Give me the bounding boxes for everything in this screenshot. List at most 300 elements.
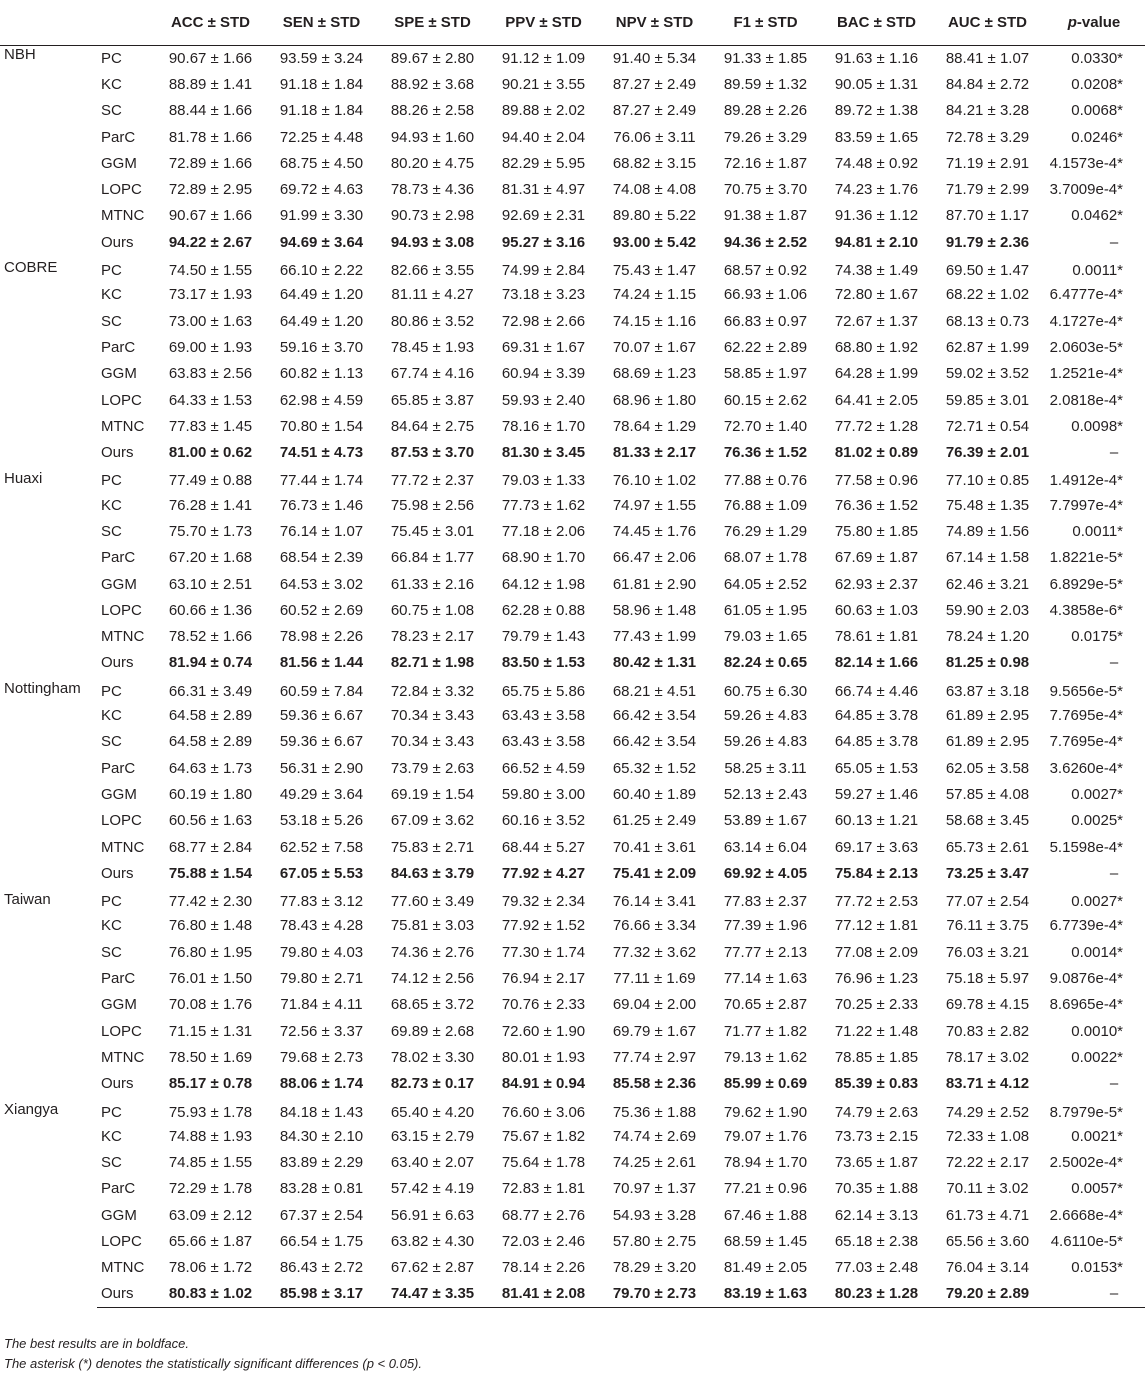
ppv-cell: 76.94 ± 2.17 (501, 970, 586, 988)
bac-cell: 91.36 ± 1.12 (834, 207, 919, 225)
ppv-cell: 77.30 ± 1.74 (501, 943, 586, 961)
p-value-cell: 8.7979e-5* (1049, 1103, 1123, 1121)
sen-cell: 91.18 ± 1.84 (279, 75, 364, 93)
npv-cell: 61.81 ± 2.90 (612, 575, 697, 593)
bac-cell: 67.69 ± 1.87 (834, 549, 919, 567)
f1-cell: 58.85 ± 1.97 (723, 365, 808, 383)
table-row (0, 387, 1145, 413)
npv-cell: 81.33 ± 2.17 (612, 444, 697, 462)
spe-cell: 56.91 ± 6.63 (390, 1206, 475, 1224)
table-row (0, 98, 1145, 124)
p-value-cell: 6.4777e-4* (1049, 286, 1123, 304)
acc-cell: 75.88 ± 1.54 (168, 864, 253, 882)
auc-cell: 61.73 ± 4.71 (945, 1206, 1030, 1224)
ppv-cell: 83.50 ± 1.53 (501, 654, 586, 672)
table-row (0, 361, 1145, 387)
f1-cell: 77.39 ± 1.96 (723, 917, 808, 935)
ppv-cell: 90.21 ± 3.55 (501, 75, 586, 93)
method-cell: LOPC (101, 1233, 142, 1250)
auc-cell: 68.13 ± 0.73 (945, 312, 1030, 330)
npv-cell: 91.40 ± 5.34 (612, 49, 697, 67)
method-cell: Ours (101, 864, 134, 882)
header-dataset (0, 0, 97, 45)
spe-cell: 57.42 ± 4.19 (390, 1180, 475, 1198)
bac-cell: 72.80 ± 1.67 (834, 286, 919, 304)
bac-cell: 75.84 ± 2.13 (834, 864, 919, 882)
acc-cell: 76.80 ± 1.48 (168, 917, 253, 935)
table-row (0, 308, 1145, 334)
table-row (0, 624, 1145, 650)
ppv-cell: 62.28 ± 0.88 (501, 601, 586, 619)
npv-cell: 76.10 ± 1.02 (612, 472, 697, 490)
f1-cell: 79.03 ± 1.65 (723, 628, 808, 646)
spe-cell: 63.15 ± 2.79 (390, 1127, 475, 1145)
auc-cell: 78.17 ± 3.02 (945, 1048, 1030, 1066)
auc-cell: 61.89 ± 2.95 (945, 733, 1030, 751)
method-cell: Ours (101, 444, 134, 462)
f1-cell: 78.94 ± 1.70 (723, 1154, 808, 1172)
auc-cell: 70.83 ± 2.82 (945, 1022, 1030, 1040)
f1-cell: 66.93 ± 1.06 (723, 286, 808, 304)
header-spe: SPE ± STD (377, 0, 488, 45)
spe-cell: 84.63 ± 3.79 (390, 864, 475, 882)
p-value-cell: 0.0027* (1071, 785, 1123, 803)
sen-cell: 91.18 ± 1.84 (279, 102, 364, 120)
acc-cell: 77.42 ± 2.30 (168, 893, 253, 911)
f1-cell: 61.05 ± 1.95 (723, 601, 808, 619)
f1-cell: 63.14 ± 6.04 (723, 838, 808, 856)
spe-cell: 82.71 ± 1.98 (390, 654, 475, 672)
npv-cell: 74.15 ± 1.16 (612, 312, 697, 330)
npv-cell: 85.58 ± 2.36 (612, 1075, 697, 1093)
p-value-cell: 4.6110e-5* (1050, 1233, 1123, 1250)
spe-cell: 69.89 ± 2.68 (390, 1022, 475, 1040)
method-cell: GGM (101, 154, 137, 172)
p-value-cell: – (1109, 444, 1119, 462)
p-value-cell: 7.7997e-4* (1049, 496, 1123, 514)
spe-cell: 74.36 ± 2.76 (390, 943, 475, 961)
ppv-cell: 79.03 ± 1.33 (501, 472, 586, 490)
sen-cell: 66.54 ± 1.75 (279, 1233, 364, 1250)
f1-cell: 77.83 ± 2.37 (723, 893, 808, 911)
npv-cell: 75.41 ± 2.09 (612, 864, 697, 882)
bac-cell: 74.38 ± 1.49 (834, 262, 919, 280)
npv-cell: 57.80 ± 2.75 (612, 1233, 697, 1250)
p-value-cell: 1.4912e-4* (1049, 472, 1123, 490)
method-cell: MTNC (101, 417, 145, 435)
p-value-cell: – (1109, 233, 1119, 251)
table-row (0, 729, 1145, 755)
table-row (0, 45, 1145, 71)
ppv-cell: 79.32 ± 2.34 (501, 893, 586, 911)
p-value-cell: 0.0011* (1072, 262, 1123, 280)
auc-cell: 61.89 ± 2.95 (945, 707, 1030, 725)
sen-cell: 85.98 ± 3.17 (266, 1281, 377, 1307)
header-method (97, 0, 155, 45)
spe-cell: 65.40 ± 4.20 (390, 1103, 475, 1121)
p-value-cell: 2.0603e-5* (1049, 338, 1123, 356)
auc-cell: 59.02 ± 3.52 (945, 365, 1030, 383)
p-value-cell: 9.0876e-4* (1049, 970, 1123, 988)
f1-cell: 69.92 ± 4.05 (723, 864, 808, 882)
acc-cell: 60.19 ± 1.80 (168, 785, 253, 803)
spe-cell: 68.65 ± 3.72 (390, 996, 475, 1014)
bac-cell: 60.63 ± 1.03 (834, 601, 919, 619)
ppv-cell: 89.88 ± 2.02 (501, 102, 586, 120)
sen-cell: 79.80 ± 2.71 (279, 970, 364, 988)
spe-cell: 74.47 ± 3.35 (377, 1281, 488, 1307)
method-cell: LOPC (101, 812, 142, 830)
sen-cell: 76.73 ± 1.46 (279, 496, 364, 514)
acc-cell: 88.89 ± 1.41 (168, 75, 253, 93)
table-row (0, 518, 1145, 544)
sen-cell: 86.43 ± 2.72 (279, 1259, 364, 1277)
bac-cell: 70.35 ± 1.88 (834, 1180, 919, 1198)
method-cell: ParC (101, 128, 136, 146)
spe-cell: 84.64 ± 2.75 (390, 417, 475, 435)
npv-cell: 66.42 ± 3.54 (612, 707, 697, 725)
acc-cell: 81.00 ± 0.62 (168, 444, 253, 462)
f1-cell: 81.49 ± 2.05 (723, 1259, 808, 1277)
auc-cell: 62.46 ± 3.21 (945, 575, 1030, 593)
p-value-cell: 4.3858e-6* (1049, 601, 1123, 619)
method-cell: MTNC (101, 1259, 145, 1277)
bac-cell: 80.23 ± 1.28 (821, 1281, 932, 1307)
auc-cell: 63.87 ± 3.18 (945, 682, 1030, 700)
table-row (0, 702, 1145, 728)
ppv-cell: 81.30 ± 3.45 (501, 444, 586, 462)
method-cell: SC (101, 102, 122, 120)
bac-cell: 73.65 ± 1.87 (834, 1154, 919, 1172)
bac-cell: 90.05 ± 1.31 (834, 75, 919, 93)
npv-cell: 68.82 ± 3.15 (612, 154, 697, 172)
ppv-cell: 59.93 ± 2.40 (501, 391, 586, 409)
table-row (0, 71, 1145, 97)
bac-cell: 64.41 ± 2.05 (834, 391, 919, 409)
p-value-cell: 0.0098* (1071, 417, 1123, 435)
spe-cell: 70.34 ± 3.43 (390, 707, 475, 725)
sen-cell: 68.75 ± 4.50 (279, 154, 364, 172)
p-value-cell: 0.0330* (1071, 49, 1123, 67)
p-value-cell: – (1043, 1281, 1145, 1307)
ppv-cell: 78.14 ± 2.26 (501, 1259, 586, 1277)
sen-cell: 56.31 ± 2.90 (279, 759, 364, 777)
table-row (0, 1228, 1145, 1254)
f1-cell: 72.70 ± 1.40 (723, 417, 808, 435)
bac-cell: 78.85 ± 1.85 (834, 1048, 919, 1066)
acc-cell: 77.83 ± 1.45 (168, 417, 253, 435)
bac-cell: 77.72 ± 2.53 (834, 893, 919, 911)
bac-cell: 62.93 ± 2.37 (834, 575, 919, 593)
spe-cell: 61.33 ± 2.16 (390, 575, 475, 593)
auc-cell: 58.68 ± 3.45 (945, 812, 1030, 830)
p-value-cell: 3.6260e-4* (1049, 759, 1123, 777)
spe-cell: 74.12 ± 2.56 (390, 970, 475, 988)
acc-cell: 72.89 ± 2.95 (168, 181, 253, 199)
table-row (0, 1018, 1145, 1044)
f1-cell: 67.46 ± 1.88 (723, 1206, 808, 1224)
auc-cell: 62.05 ± 3.58 (945, 759, 1030, 777)
p-value-cell: 0.0068* (1071, 102, 1123, 120)
auc-cell: 81.25 ± 0.98 (945, 654, 1030, 672)
spe-cell: 94.93 ± 3.08 (390, 233, 475, 251)
p-value-cell: 1.8221e-5* (1049, 549, 1123, 567)
footnote-boldface: The best results are in boldface. (4, 1336, 189, 1351)
auc-cell: 88.41 ± 1.07 (945, 49, 1030, 67)
bac-cell: 74.23 ± 1.76 (834, 181, 919, 199)
auc-cell: 75.48 ± 1.35 (945, 496, 1030, 514)
method-cell: PC (101, 262, 122, 280)
table-row (0, 676, 1145, 702)
f1-cell: 59.26 ± 4.83 (723, 733, 808, 751)
bac-cell: 76.96 ± 1.23 (834, 970, 919, 988)
p-value-cell: 0.0246* (1071, 128, 1123, 146)
f1-cell: 71.77 ± 1.82 (723, 1022, 808, 1040)
npv-cell: 61.25 ± 2.49 (612, 812, 697, 830)
ppv-cell: 72.98 ± 2.66 (501, 312, 586, 330)
method-cell: GGM (101, 996, 137, 1014)
bac-cell: 60.13 ± 1.21 (834, 812, 919, 830)
method-cell: Ours (97, 1281, 155, 1307)
ppv-cell: 59.80 ± 3.00 (501, 785, 586, 803)
auc-cell: 72.71 ± 0.54 (945, 417, 1030, 435)
dataset-label: Xiangya (4, 1100, 59, 1118)
f1-cell: 52.13 ± 2.43 (723, 785, 808, 803)
npv-cell: 77.74 ± 2.97 (612, 1048, 697, 1066)
ppv-cell: 75.67 ± 1.82 (501, 1127, 586, 1145)
spe-cell: 60.75 ± 1.08 (390, 601, 475, 619)
spe-cell: 72.84 ± 3.32 (390, 682, 475, 700)
bac-cell: 64.85 ± 3.78 (834, 733, 919, 751)
spe-cell: 81.11 ± 4.27 (391, 286, 474, 304)
npv-cell: 79.70 ± 2.73 (599, 1281, 710, 1307)
f1-cell: 89.59 ± 1.32 (723, 75, 808, 93)
sen-cell: 49.29 ± 3.64 (279, 785, 364, 803)
header-p-value (1043, 0, 1145, 45)
sen-cell: 88.06 ± 1.74 (279, 1075, 364, 1093)
spe-cell: 77.72 ± 2.37 (390, 472, 475, 490)
spe-cell: 69.19 ± 1.54 (390, 785, 475, 803)
acc-cell: 60.56 ± 1.63 (168, 812, 253, 830)
ppv-cell: 72.83 ± 1.81 (501, 1180, 586, 1198)
table-row (0, 492, 1145, 518)
sen-cell: 72.25 ± 4.48 (279, 128, 364, 146)
spe-cell: 67.74 ± 4.16 (390, 365, 475, 383)
spe-cell: 70.34 ± 3.43 (390, 733, 475, 751)
bac-cell: 76.36 ± 1.52 (834, 496, 919, 514)
sen-cell: 67.05 ± 5.53 (279, 864, 364, 882)
npv-cell: 75.43 ± 1.47 (612, 262, 697, 280)
auc-cell: 76.03 ± 3.21 (945, 943, 1030, 961)
npv-cell: 78.64 ± 1.29 (612, 417, 697, 435)
npv-cell: 77.43 ± 1.99 (612, 628, 697, 646)
acc-cell: 72.89 ± 1.66 (168, 154, 253, 172)
acc-cell: 78.06 ± 1.72 (168, 1259, 253, 1277)
p-value-cell: 6.7739e-4* (1049, 917, 1123, 935)
spe-cell: 94.93 ± 1.60 (390, 128, 475, 146)
header-bac: BAC ± STD (821, 0, 932, 45)
npv-cell: 68.69 ± 1.23 (612, 365, 697, 383)
acc-cell: 68.77 ± 2.84 (168, 838, 253, 856)
spe-cell: 90.73 ± 2.98 (390, 207, 475, 225)
acc-cell: 64.58 ± 2.89 (168, 707, 253, 725)
ppv-cell: 92.69 ± 2.31 (501, 207, 586, 225)
table-row (0, 439, 1145, 465)
bac-cell: 89.72 ± 1.38 (834, 102, 919, 120)
p-value-cell: 0.0175* (1071, 628, 1123, 646)
auc-cell: 87.70 ± 1.17 (945, 207, 1030, 225)
table-row (0, 913, 1145, 939)
sen-cell: 83.89 ± 2.29 (279, 1154, 364, 1172)
bac-cell: 77.03 ± 2.48 (834, 1259, 919, 1277)
method-cell: MTNC (101, 628, 145, 646)
bac-cell: 74.48 ± 0.92 (834, 154, 919, 172)
f1-cell: 77.14 ± 1.63 (723, 970, 808, 988)
acc-cell: 69.00 ± 1.93 (168, 338, 253, 356)
f1-cell: 89.28 ± 2.26 (723, 102, 808, 120)
table-row (0, 1044, 1145, 1070)
spe-cell: 75.45 ± 3.01 (390, 522, 475, 540)
auc-cell: 84.21 ± 3.28 (945, 102, 1030, 120)
bac-cell: 66.74 ± 4.46 (834, 682, 919, 700)
ppv-cell: 63.43 ± 3.58 (501, 733, 586, 751)
acc-cell: 74.88 ± 1.93 (168, 1127, 253, 1145)
sen-cell: 62.52 ± 7.58 (279, 838, 364, 856)
method-cell: LOPC (101, 181, 142, 199)
p-value-cell: 2.6668e-4* (1049, 1206, 1123, 1224)
method-cell: Ours (101, 233, 134, 251)
bac-cell: 77.72 ± 1.28 (834, 417, 919, 435)
method-cell: SC (101, 312, 122, 330)
acc-cell: 78.52 ± 1.66 (168, 628, 253, 646)
method-cell: MTNC (101, 1048, 145, 1066)
footnote-asterisk: The asterisk (*) denotes the statistically significant differences (p < 0.05). (4, 1356, 422, 1371)
auc-cell: 77.07 ± 2.54 (945, 893, 1030, 911)
auc-cell: 76.04 ± 3.14 (945, 1259, 1030, 1277)
table-row (0, 1149, 1145, 1175)
npv-cell: 70.07 ± 1.67 (612, 338, 697, 356)
method-cell: GGM (101, 365, 137, 383)
bac-cell: 68.80 ± 1.92 (834, 338, 919, 356)
acc-cell: 73.17 ± 1.93 (168, 286, 253, 304)
f1-cell: 76.36 ± 1.52 (723, 444, 808, 462)
table-row (0, 755, 1145, 781)
ppv-cell: 81.31 ± 4.97 (501, 181, 586, 199)
method-cell: MTNC (101, 838, 145, 856)
sen-cell: 70.80 ± 1.54 (279, 417, 364, 435)
f1-cell: 68.57 ± 0.92 (723, 262, 808, 280)
acc-cell: 75.70 ± 1.73 (168, 522, 253, 540)
acc-cell: 66.31 ± 3.49 (168, 682, 253, 700)
sen-cell: 60.82 ± 1.13 (279, 365, 364, 383)
spe-cell: 78.73 ± 4.36 (390, 181, 475, 199)
method-cell: LOPC (101, 391, 142, 409)
p-value-cell: 0.0057* (1071, 1180, 1123, 1198)
method-cell: LOPC (101, 1022, 142, 1040)
acc-cell: 90.67 ± 1.66 (168, 207, 253, 225)
method-cell: SC (101, 733, 122, 751)
method-cell: PC (101, 472, 122, 490)
acc-cell: 67.20 ± 1.68 (168, 549, 253, 567)
sen-cell: 77.83 ± 3.12 (279, 893, 364, 911)
ppv-cell: 91.12 ± 1.09 (501, 49, 586, 67)
table-row (0, 176, 1145, 202)
sen-cell: 71.84 ± 4.11 (280, 996, 363, 1014)
auc-cell: 59.90 ± 2.03 (945, 601, 1030, 619)
p-value-cell: 0.0021* (1071, 1127, 1123, 1145)
table-row (0, 413, 1145, 439)
acc-cell: 88.44 ± 1.66 (168, 102, 253, 120)
f1-cell: 60.75 ± 6.30 (723, 682, 808, 700)
ppv-cell: 72.03 ± 2.46 (501, 1233, 586, 1250)
sen-cell: 64.49 ± 1.20 (279, 312, 364, 330)
method-cell: KC (101, 917, 122, 935)
npv-cell: 78.29 ± 3.20 (612, 1259, 697, 1277)
sen-cell: 78.43 ± 4.28 (279, 917, 364, 935)
table-row (0, 1123, 1145, 1149)
method-cell: LOPC (101, 601, 142, 619)
p-value-cell: 3.7009e-4* (1049, 181, 1123, 199)
acc-cell: 90.67 ± 1.66 (168, 49, 253, 67)
method-cell: PC (101, 49, 122, 67)
ppv-cell: 68.44 ± 5.27 (501, 838, 586, 856)
p-value-cell: 0.0025* (1071, 812, 1123, 830)
auc-cell: 76.39 ± 2.01 (945, 444, 1030, 462)
dataset-label: COBRE (4, 259, 58, 277)
bac-cell: 65.05 ± 1.53 (834, 759, 919, 777)
table-row (0, 650, 1145, 676)
table-row (0, 939, 1145, 965)
npv-cell: 77.32 ± 3.62 (612, 943, 697, 961)
p-value-cell: 0.0208* (1071, 75, 1123, 93)
sen-cell: 81.56 ± 1.44 (279, 654, 364, 672)
table-row (0, 860, 1145, 886)
ppv-cell: 66.52 ± 4.59 (501, 759, 586, 777)
auc-cell: 69.50 ± 1.47 (945, 262, 1030, 280)
sen-cell: 53.18 ± 5.26 (279, 812, 364, 830)
sen-cell: 78.98 ± 2.26 (279, 628, 364, 646)
sen-cell: 62.98 ± 4.59 (279, 391, 364, 409)
bac-cell: 75.80 ± 1.85 (834, 522, 919, 540)
ppv-cell: 81.41 ± 2.08 (488, 1281, 599, 1307)
sen-cell: 64.53 ± 3.02 (279, 575, 364, 593)
f1-cell: 59.26 ± 4.83 (723, 707, 808, 725)
spe-cell: 67.62 ± 2.87 (390, 1259, 475, 1277)
ppv-cell: 77.18 ± 2.06 (501, 522, 586, 540)
ppv-cell: 77.92 ± 1.52 (501, 917, 586, 935)
auc-cell: 73.25 ± 3.47 (945, 864, 1030, 882)
table-row (0, 124, 1145, 150)
f1-cell: 91.38 ± 1.87 (723, 207, 808, 225)
auc-cell: 74.89 ± 1.56 (945, 522, 1030, 540)
auc-cell: 79.20 ± 2.89 (932, 1281, 1043, 1307)
bac-cell: 71.22 ± 1.48 (834, 1022, 919, 1040)
spe-cell: 89.67 ± 2.80 (390, 49, 475, 67)
dataset-label: NBH (4, 45, 36, 63)
p-value-cell: 0.0011* (1072, 522, 1123, 540)
f1-cell: 77.21 ± 0.96 (723, 1180, 808, 1198)
auc-cell: 65.56 ± 3.60 (945, 1233, 1030, 1250)
p-value-cell: 5.1598e-4* (1049, 838, 1123, 856)
sen-cell: 59.36 ± 6.67 (279, 733, 364, 751)
auc-cell: 70.11 ± 3.02 (946, 1180, 1029, 1198)
f1-cell: 79.13 ± 1.62 (723, 1048, 808, 1066)
sen-cell: 67.37 ± 2.54 (279, 1206, 364, 1224)
acc-cell: 60.66 ± 1.36 (168, 601, 253, 619)
method-cell: Ours (101, 654, 134, 672)
bac-cell: 81.02 ± 0.89 (834, 444, 919, 462)
bac-cell: 69.17 ± 3.63 (834, 838, 919, 856)
